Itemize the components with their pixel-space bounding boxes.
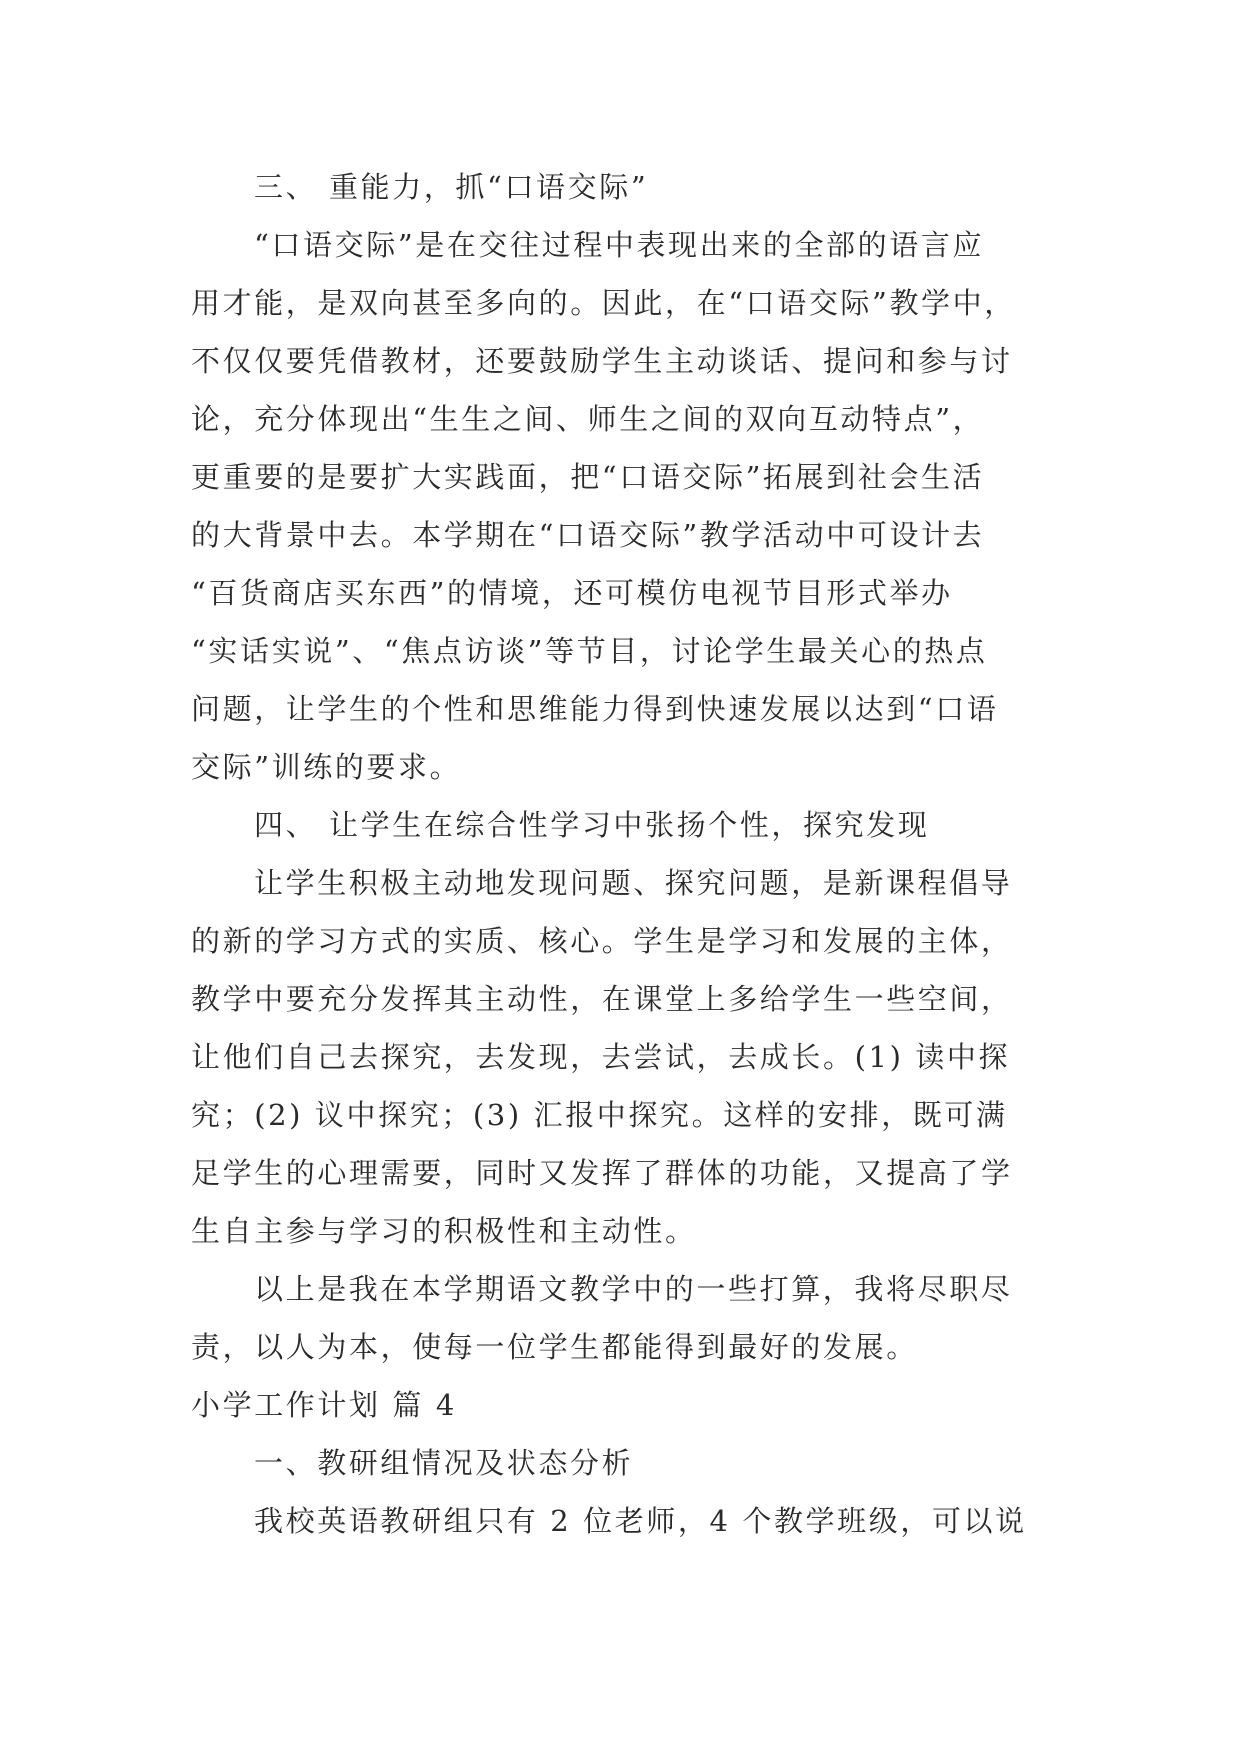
paragraph-line: 究；(2) 议中探究；(3) 汇报中探究。这样的安排，既可满 — [191, 1098, 1008, 1132]
paragraph-line: 交际”训练的要求。 — [191, 750, 462, 784]
paragraph-line: 我校英语教研组只有 2 位老师，4 个教学班级，可以说 — [254, 1504, 1027, 1538]
paragraph-line: “百货商店买东西”的情境，还可模仿电视节目形式举办 — [191, 576, 953, 610]
paragraph-line: “口语交际”是在交往过程中表现出来的全部的语言应 — [254, 228, 985, 262]
paragraph-line: 足学生的心理需要，同时又发挥了群体的功能，又提高了学 — [191, 1156, 1013, 1190]
document-body — [191, 158, 1061, 1550]
paragraph-line: 的新的学习方式的实质、核心。学生是学习和发展的主体， — [191, 924, 1013, 958]
paragraph-line: 以上是我在本学期语文教学中的一些打算，我将尽职尽 — [254, 1272, 1013, 1306]
paragraph-line: “实话实说”、“焦点访谈”等节目，讨论学生最关心的热点 — [191, 634, 988, 668]
section-heading-1: 一、教研组情况及状态分析 — [254, 1446, 634, 1480]
paragraph-line: 更重要的是要扩大实践面，把“口语交际”拓展到社会生活 — [191, 460, 985, 494]
document-title: 小学工作计划 篇 4 — [191, 1388, 457, 1422]
paragraph-line: 不仅仅要凭借教材，还要鼓励学生主动谈话、提问和参与讨 — [191, 344, 1013, 378]
paragraph-line: 教学中要充分发挥其主动性，在课堂上多给学生一些空间， — [191, 982, 1013, 1016]
paragraph-line: 生自主参与学习的积极性和主动性。 — [191, 1214, 697, 1248]
paragraph-line: 让他们自己去探究，去发现，去尝试，去成长。(1) 读中探 — [191, 1040, 1011, 1074]
paragraph-line: 责，以人为本，使每一位学生都能得到最好的发展。 — [191, 1330, 918, 1364]
section-heading-4: 四、 让学生在综合性学习中张扬个性，探究发现 — [254, 808, 930, 842]
section-heading-3: 三、 重能力，抓“口语交际” — [254, 170, 649, 204]
paragraph-line: 让学生积极主动地发现问题、探究问题，是新课程倡导 — [254, 866, 1013, 900]
paragraph-line: 用才能，是双向甚至多向的。因此，在“口语交际”教学中， — [191, 286, 1016, 320]
paragraph-line: 的大背景中去。本学期在“口语交际”教学活动中可设计去 — [191, 518, 985, 552]
paragraph-line: 论，充分体现出“生生之间、师生之间的双向互动特点”， — [191, 402, 985, 436]
paragraph-line: 问题，让学生的个性和思维能力得到快速发展以达到“口语 — [191, 692, 999, 726]
